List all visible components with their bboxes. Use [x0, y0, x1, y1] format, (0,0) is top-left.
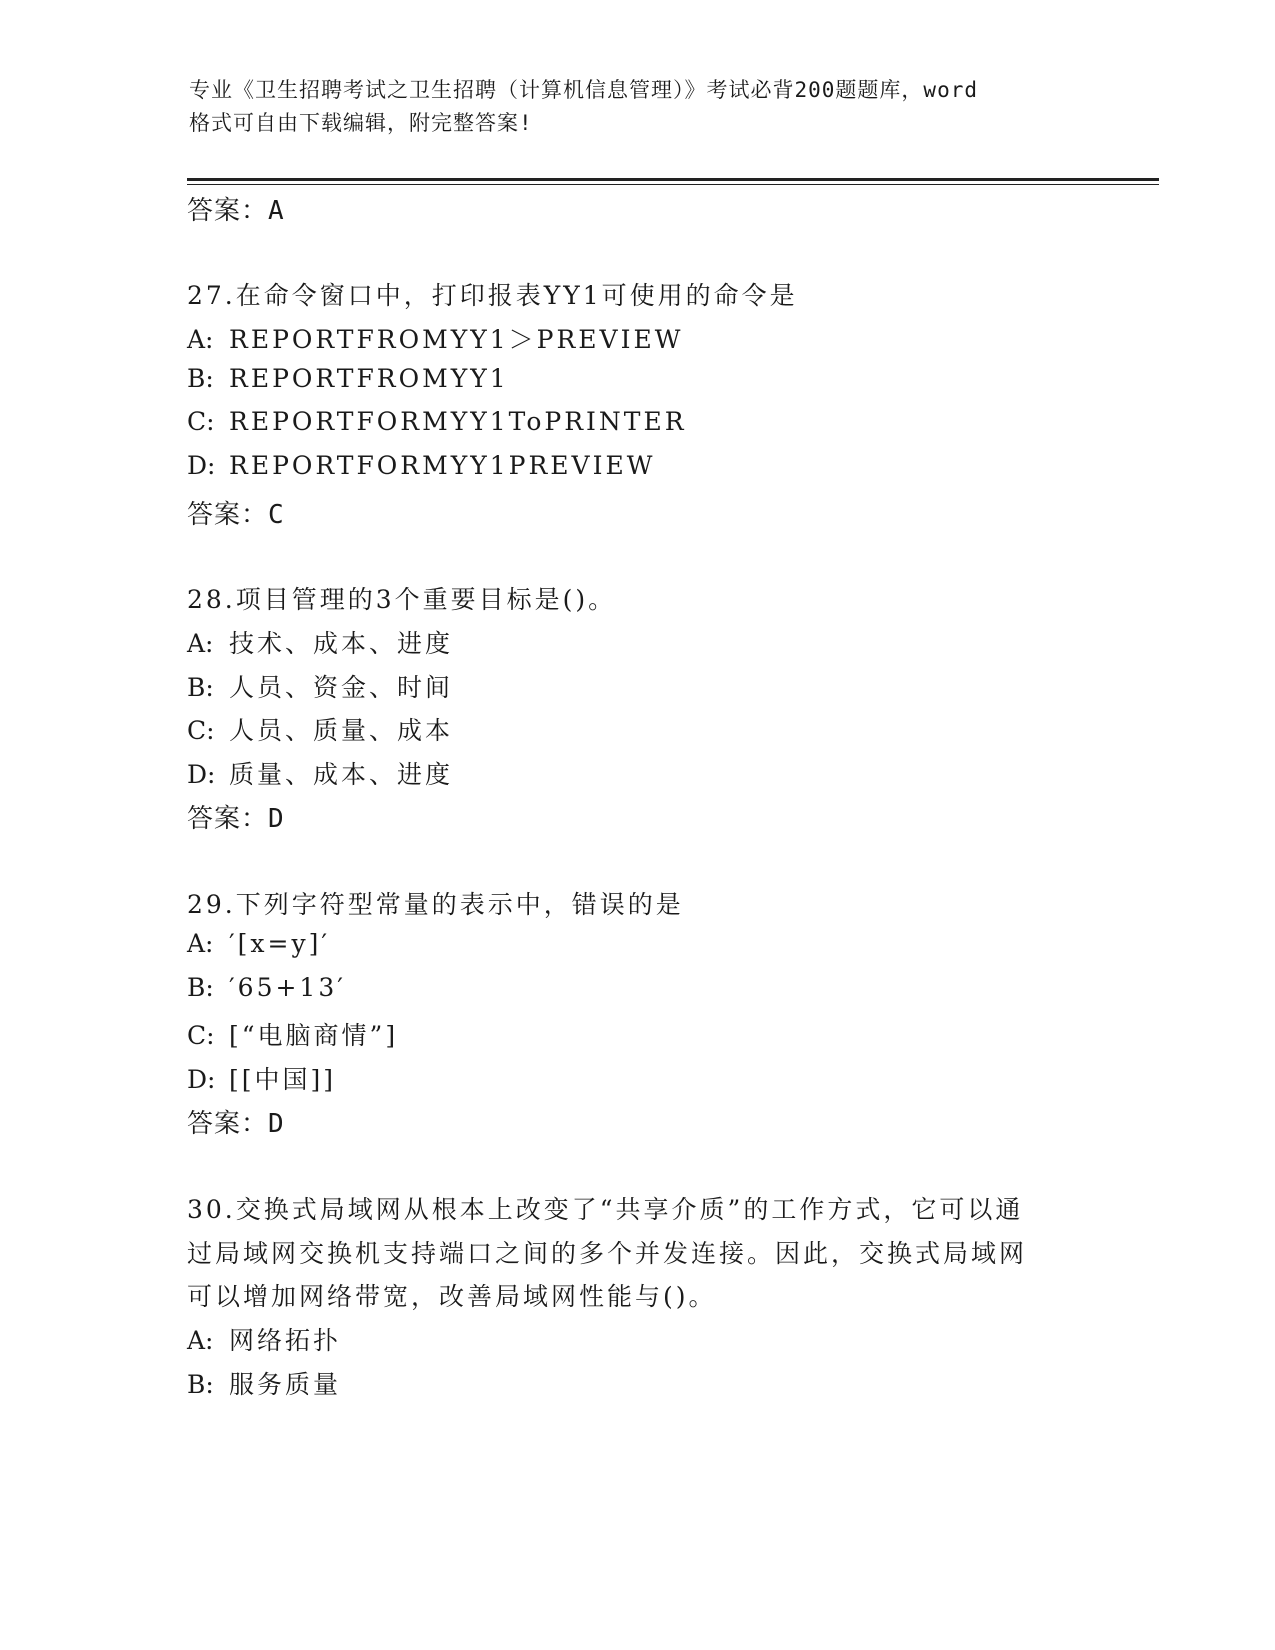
question-stem: 27.在命令窗口中，打印报表YY1可使用的命令是	[187, 281, 798, 310]
header-line-1: 专业《卫生招聘考试之卫生招聘（计算机信息管理）》考试必背200题题库，word	[189, 78, 978, 102]
option-letter: B:	[187, 673, 214, 702]
option-text: 人员、资金、时间	[229, 673, 454, 702]
option-line	[187, 624, 453, 660]
option-letter: C:	[187, 1021, 215, 1050]
option-line	[187, 451, 655, 480]
answer-line: 答案：A	[187, 196, 285, 226]
option-line	[187, 1365, 341, 1401]
option-line	[187, 1016, 398, 1052]
option-text: [“电脑商情”]	[229, 1021, 399, 1050]
answer-line: 答案：C	[187, 500, 285, 530]
option-text: 技术、成本、进度	[229, 629, 454, 658]
question-stem-line: 可以增加网络带宽，改善局域网性能与()。	[187, 1282, 717, 1311]
option-letter: D:	[187, 760, 216, 789]
option-text: 网络拓扑	[229, 1326, 342, 1355]
option-text: REPORTFORMYY1ToPRINTER	[229, 407, 687, 436]
option-text: 服务质量	[229, 1370, 342, 1399]
option-letter: B:	[187, 364, 214, 393]
option-text: ′[x=y]′	[229, 929, 331, 958]
question-stem: 29.下列字符型常量的表示中，错误的是	[187, 890, 684, 919]
option-line	[187, 755, 453, 791]
answer-line: 答案：D	[187, 1109, 285, 1139]
option-line	[187, 711, 453, 747]
option-letter: C:	[187, 407, 215, 436]
option-letter: A:	[187, 929, 214, 958]
option-text: [[中国]]	[229, 1065, 337, 1094]
option-line	[187, 929, 330, 958]
header-divider-thin	[187, 184, 1159, 185]
option-letter: A:	[187, 1326, 214, 1355]
option-letter: D:	[187, 1065, 216, 1094]
question-stem-line: 过局域网交换机支持端口之间的多个并发连接。因此，交换式局域网	[187, 1239, 1028, 1268]
option-letter: C:	[187, 716, 215, 745]
header-divider-thick	[187, 178, 1159, 181]
option-line	[187, 1321, 341, 1357]
option-text: REPORTFROMYY1	[229, 364, 509, 393]
option-line	[187, 407, 687, 436]
header-line-2: 格式可自由下载编辑，附完整答案!	[189, 111, 533, 135]
option-letter: A:	[187, 325, 214, 354]
question-stem: 28.项目管理的3个重要目标是()。	[187, 585, 617, 614]
answer-line: 答案：D	[187, 804, 285, 834]
option-line	[187, 973, 346, 1002]
question-stem-line: 30.交换式局域网从根本上改变了“共享介质”的工作方式，它可以通	[187, 1195, 1024, 1224]
document-header	[189, 74, 1089, 140]
option-line	[187, 364, 509, 393]
option-text: REPORTFROMYY1＞PREVIEW	[229, 325, 684, 354]
option-text: ′65+13′	[229, 973, 346, 1002]
option-text: 人员、质量、成本	[229, 716, 454, 745]
option-letter: A:	[187, 629, 214, 658]
option-line	[187, 320, 683, 356]
option-letter: D:	[187, 451, 216, 480]
option-letter: B:	[187, 973, 214, 1002]
option-text: REPORTFORMYY1PREVIEW	[229, 451, 656, 480]
option-letter: B:	[187, 1370, 214, 1399]
option-line	[187, 1060, 336, 1096]
option-line	[187, 668, 453, 704]
option-text: 质量、成本、进度	[229, 760, 454, 789]
